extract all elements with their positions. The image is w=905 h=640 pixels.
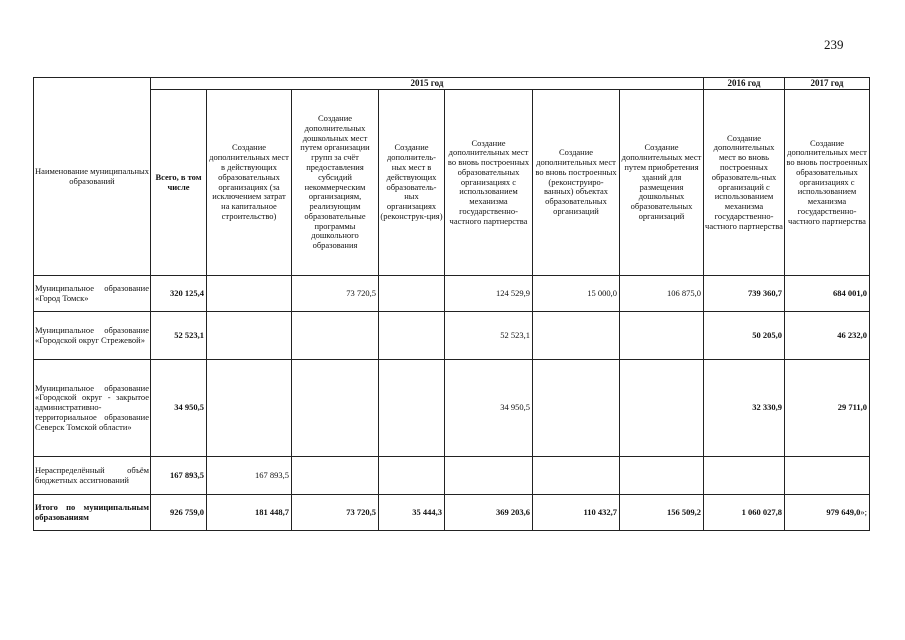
- table-row: [34, 360, 870, 457]
- header-year-2017: 2017 год: [785, 78, 870, 90]
- cell-col-5: [533, 457, 620, 495]
- table-row: [34, 276, 870, 312]
- page-number: 239: [824, 37, 844, 52]
- cell-col-5: [533, 360, 620, 457]
- cell-col-1: [207, 276, 292, 312]
- cell-col-4: 34 950,5: [445, 360, 533, 457]
- cell-col-2: [292, 312, 379, 360]
- budget-table: [33, 77, 870, 531]
- closing-quote-mark: »;: [860, 506, 867, 517]
- totals-col-7: 1 060 027,8: [704, 495, 785, 531]
- cell-col-1: 167 893,5: [207, 457, 292, 495]
- totals-col-2: 73 720,5: [292, 495, 379, 531]
- year-header-row: [34, 78, 870, 90]
- row-total: 34 950,5: [151, 360, 207, 457]
- header-total: Всего, в том числе: [151, 90, 207, 276]
- cell-col-7: 50 205,0: [704, 312, 785, 360]
- cell-col-4: 124 529,9: [445, 276, 533, 312]
- totals-col-5: 110 432,7: [533, 495, 620, 531]
- totals-row: [34, 495, 870, 531]
- header-col-7: Создание дополнительных мест во вновь построенных образователь-ных организаций с использованием механизма государственно-частного партнерства: [704, 90, 785, 276]
- row-name: Муниципальное образование «Городской округ Стрежевой»: [34, 312, 151, 360]
- header-col-6: Создание дополнительных мест путем приобретения зданий для размещения дошкольных образовательных организаций: [620, 90, 704, 276]
- header-name: Наименование муниципальных образований: [34, 78, 151, 276]
- cell-col-7: 739 360,7: [704, 276, 785, 312]
- row-name: Муниципальное образование «Городской округ - закрытое административно-территориальное образование Северск Томской области»: [34, 360, 151, 457]
- totals-col-4: 369 203,6: [445, 495, 533, 531]
- header-year-2015: 2015 год: [151, 78, 704, 90]
- cell-col-5: [533, 312, 620, 360]
- cell-col-6: [620, 457, 704, 495]
- cell-col-3: [379, 457, 445, 495]
- row-total: 167 893,5: [151, 457, 207, 495]
- totals-col-6: 156 509,2: [620, 495, 704, 531]
- header-col-2: Создание дополнительных дошкольных мест путем организации групп за счёт предоставления субсидий некоммерческим организациям, реализующим образовательные программы дошкольного образования: [292, 90, 379, 276]
- cell-col-8: 29 711,0: [785, 360, 870, 457]
- cell-col-3: [379, 360, 445, 457]
- column-header-row: [34, 90, 870, 276]
- cell-col-3: [379, 276, 445, 312]
- totals-total: 926 759,0: [151, 495, 207, 531]
- row-total: 52 523,1: [151, 312, 207, 360]
- totals-col-1: 181 448,7: [207, 495, 292, 531]
- cell-col-4: [445, 457, 533, 495]
- cell-col-4: 52 523,1: [445, 312, 533, 360]
- totals-name: Итого по муниципальным образованиям: [34, 495, 151, 531]
- cell-col-6: [620, 360, 704, 457]
- cell-col-8: 684 001,0: [785, 276, 870, 312]
- cell-col-7: [704, 457, 785, 495]
- cell-col-2: [292, 457, 379, 495]
- cell-col-8: 46 232,0: [785, 312, 870, 360]
- table-row: [34, 312, 870, 360]
- cell-col-7: 32 330,9: [704, 360, 785, 457]
- cell-col-8: [785, 457, 870, 495]
- row-name: Нераспределённый объём бюджетных ассигнований: [34, 457, 151, 495]
- cell-col-6: [620, 312, 704, 360]
- row-total: 320 125,4: [151, 276, 207, 312]
- table-row: [34, 457, 870, 495]
- totals-col-8: [785, 495, 870, 531]
- cell-col-1: [207, 312, 292, 360]
- cell-col-3: [379, 312, 445, 360]
- cell-col-1: [207, 360, 292, 457]
- header-col-8: Создание дополнительных мест во вновь построенных образовательных организациях с использованием механизма государственно-частного партнерства: [785, 90, 870, 276]
- header-year-2016: 2016 год: [704, 78, 785, 90]
- cell-col-6: 106 875,0: [620, 276, 704, 312]
- cell-col-2: 73 720,5: [292, 276, 379, 312]
- totals-col-8-value: 979 649,0: [826, 506, 861, 517]
- cell-col-5: 15 000,0: [533, 276, 620, 312]
- header-col-5: Создание дополнительных мест во вновь построенных (реконструиро-ванных) объектах образовательных организаций: [533, 90, 620, 276]
- cell-col-2: [292, 360, 379, 457]
- row-name: Муниципальное образование «Город Томск»: [34, 276, 151, 312]
- header-col-4: Создание дополнительных мест во вновь построенных образовательных организациях с использованием механизма государственно-частного партнерства: [445, 90, 533, 276]
- header-col-3: Создание дополнитель-ных мест в действующих образователь-ных организациях (реконструк-ция): [379, 90, 445, 276]
- totals-col-3: 35 444,3: [379, 495, 445, 531]
- header-col-1: Создание дополнительных мест в действующих образовательных организациях (за исключением затрат на капитальное строительство): [207, 90, 292, 276]
